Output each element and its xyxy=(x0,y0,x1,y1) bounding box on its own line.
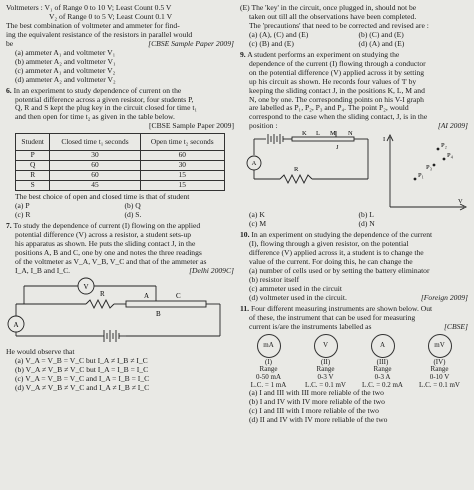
point-a-label: A xyxy=(144,291,150,300)
question-text: Q, R and S kept the plug key in the circuit closed for time t₁ xyxy=(15,103,198,113)
meter-least-count: L.C. = 1 mA xyxy=(250,380,287,389)
table-cell: S xyxy=(16,181,50,191)
question-text: I_A, I_B and I_C. xyxy=(15,265,71,275)
source-citation: [CBSE] xyxy=(443,321,468,331)
question-text: taken out till all the observations have been completed. xyxy=(249,11,417,21)
meter-ii xyxy=(300,334,352,390)
question-number: 9. xyxy=(240,49,246,59)
option-d: (d) ammeter A₂ and voltmeter V₂ xyxy=(15,74,116,84)
question-7 xyxy=(6,222,234,392)
question-text: Four different measuring instruments are shown below. Out xyxy=(250,303,433,313)
table-cell: 45 xyxy=(50,181,140,191)
table-row xyxy=(16,151,225,161)
left-column xyxy=(6,4,234,393)
meter-number: (II) xyxy=(320,357,331,366)
q9-circuit-and-graph xyxy=(240,131,468,211)
table-cell: 15 xyxy=(140,181,224,191)
point-p4 xyxy=(443,158,446,161)
table-header: Closed time t₁ seconds xyxy=(50,134,140,151)
option-d: (d) N xyxy=(358,219,375,229)
option-a: (a) P xyxy=(15,201,30,211)
source-citation: [Delhi 2009C] xyxy=(189,265,234,275)
table-cell: P xyxy=(16,151,50,161)
option-a: (a) (A), (C) and (E) xyxy=(249,29,309,39)
source-citation: [CBSE Sample Paper 2009] xyxy=(148,38,234,48)
question-number: 6. xyxy=(6,85,12,95)
option-d: (d) S. xyxy=(124,210,142,220)
table-row xyxy=(16,181,225,191)
resistor-label: R xyxy=(100,289,105,298)
p4-label: P₄ xyxy=(447,152,453,160)
question-number: 7. xyxy=(6,221,12,231)
option-a: (a) K xyxy=(249,210,265,220)
p3-label: P₃ xyxy=(426,164,432,172)
table-cell: 15 xyxy=(140,171,224,181)
option-a: (a) V_A = V_B = V_C but I_A ≠ I_B ≠ I_C xyxy=(15,355,148,365)
option-b: (b) ammeter A₂ and voltmeter V₁ xyxy=(15,56,116,66)
meter-least-count: L.C. = 0.1 mV xyxy=(305,380,346,389)
millivoltmeter-icon: mV xyxy=(428,334,452,358)
question-text: In an experiment to study dependence of current on the xyxy=(13,85,182,95)
option-b: (b) L xyxy=(358,210,374,220)
question-text: position : xyxy=(249,121,278,131)
meter-number: (I) xyxy=(265,357,272,366)
meter-range-label: Range xyxy=(373,365,392,374)
option-d: (d) (A) and (E) xyxy=(358,38,405,48)
question-text: The best choice of open and closed time is that of student xyxy=(15,192,190,202)
question-text: of these, the instrument that can be used for measuring xyxy=(249,312,416,322)
ammeter-icon: A xyxy=(371,334,395,358)
question-text: keeping the sliding contact J, in the positions K, L, M and xyxy=(249,85,425,95)
meter-range: 0-10 V xyxy=(429,373,450,382)
axis-i-label: I xyxy=(383,136,386,144)
milliammeter-icon: mA xyxy=(257,334,281,358)
table-header: Open time t₂ seconds xyxy=(140,134,224,151)
meter-range: 0-3 V xyxy=(317,373,334,382)
meter-least-count: L.C. = 0.2 mA xyxy=(362,380,403,389)
question-text: potential difference across a given resistor, four students P, xyxy=(15,94,194,104)
meter-least-count: L.C. = 0.1 mV xyxy=(419,380,460,389)
question-text: The best combination of voltmeter and ammeter for find- xyxy=(6,20,180,30)
table-cell: 60 xyxy=(50,161,140,171)
option-c: (c) R xyxy=(15,210,31,220)
question-text: are labelled as P₁, P₂, P₃ and P₄. The point P₂, would xyxy=(249,103,409,113)
tap-l-label: L xyxy=(316,131,320,138)
p2-label: P₂ xyxy=(441,142,447,150)
question-text: correspond to the case when the sliding contact, J, is in the xyxy=(249,112,428,122)
resistor-label: R xyxy=(294,166,299,174)
resistor-symbol xyxy=(280,175,312,183)
meter-range-label: Range xyxy=(316,365,335,374)
option-a: (a) ammeter A₁ and voltmeter V₁ xyxy=(15,47,116,57)
option-d: (d) voltmeter used in the circuit. xyxy=(249,292,347,302)
question-text: To study the dependence of current (I) flowing on the applied xyxy=(13,221,201,231)
axis-v-label: V xyxy=(458,198,463,206)
question-text: He would observe that xyxy=(6,346,75,356)
tap-n-label: N xyxy=(348,131,353,138)
option-b: (b) resistor itself xyxy=(249,275,300,285)
question-text: his apparatus as shown. He puts the sliding contact J, in the xyxy=(15,239,196,249)
rheostat-wire xyxy=(126,301,206,307)
option-c: (c) I and III with I more reliable of the two xyxy=(249,406,379,416)
option-d: (d) V_A ≠ V_B ≠ V_C and I_A ≠ I_B ≠ I_C xyxy=(15,382,150,392)
point-p3 xyxy=(433,164,436,167)
q7-circuit-diagram xyxy=(6,276,234,348)
ammeter-label: A xyxy=(13,320,19,329)
table-cell: 30 xyxy=(140,161,224,171)
question-10 xyxy=(240,231,468,303)
meter-range-label: Range xyxy=(430,365,449,374)
voltmeter-icon: V xyxy=(314,334,338,358)
option-b: (b) I and IV with IV more reliable of the two xyxy=(249,397,385,407)
question-text: ing the equivalent resistance of the resistors in parallel would xyxy=(6,29,193,39)
rheostat-wire xyxy=(292,137,354,141)
meter-i xyxy=(243,334,295,390)
p1-label: P₁ xyxy=(418,172,424,180)
option-d: (d) II and IV with IV more reliable of the two xyxy=(249,415,388,425)
meter-range: 0-3 A xyxy=(374,373,391,382)
option-b: (b) Q xyxy=(124,201,141,211)
question-text: on the potential difference (V) applied across it by setting xyxy=(249,67,425,77)
point-p2 xyxy=(437,148,440,151)
option-b: (b) V_A ≠ V_B ≠ V_C but I_A = I_B = I_C xyxy=(15,364,149,374)
source-citation: [CBSE Sample Paper 2009] xyxy=(149,121,234,131)
table-cell: R xyxy=(16,171,50,181)
question-text: A student performs an experiment on studying the xyxy=(247,49,400,59)
table-row xyxy=(16,161,225,171)
option-c: (c) V_A = V_B = V_C and I_A = I_B = I_C xyxy=(15,373,150,383)
option-c: (c) ammeter A₁ and voltmeter V₂ xyxy=(15,65,116,75)
meter-iii xyxy=(357,334,409,390)
question-9 xyxy=(240,51,468,229)
question-text: (I), flowing through a given resistor, on the potential xyxy=(249,239,409,249)
option-c: (c) ammeter used in the circuit xyxy=(249,283,342,293)
voltmeter-v1-line: Voltmeters : V₁ of Range 0 to 10 V; Least Count 0.5 V xyxy=(6,3,172,12)
option-c: (c) M xyxy=(249,219,267,229)
right-column xyxy=(240,4,468,425)
meter-row xyxy=(240,334,468,390)
question-11 xyxy=(240,305,468,425)
question-text: positions A, B and C, one by one and notes the three readings xyxy=(15,248,202,258)
table-header: Student xyxy=(16,134,50,151)
meter-number: (III) xyxy=(376,357,389,366)
question-text: (E) The 'key' in the circuit, once plugged in, should not be xyxy=(240,3,417,12)
point-c-label: C xyxy=(176,291,181,300)
jockey-j-label: J xyxy=(336,144,339,152)
question-text: of the voltmeter as V_A, V_B, V_C and that of the ammeter as xyxy=(15,257,207,267)
tap-m-label: M xyxy=(330,131,336,138)
question-number: 11. xyxy=(240,303,250,313)
option-a: (a) I and III with III more reliable of the two xyxy=(249,388,384,398)
source-citation: [Foreign 2009] xyxy=(420,292,468,302)
meter-iv xyxy=(414,334,466,390)
question-text: In an experiment on studying the dependence of the current xyxy=(251,230,433,240)
table-cell: 60 xyxy=(140,151,224,161)
voltmeter-v2-line: V₂ of Range 0 to 5 V; Least Count 0.1 V xyxy=(49,11,173,21)
option-a: (a) number of cells used or by setting the battery eliminator xyxy=(249,266,430,276)
meter-number: (IV) xyxy=(433,357,446,366)
question-text: up his circuit as shown. He records four values of 'I' by xyxy=(249,76,417,86)
question-text: and then open for time t₂ as given in the table below. xyxy=(15,112,175,122)
resistor-symbol xyxy=(86,300,114,308)
option-c: (c) (B) and (E) xyxy=(249,38,294,48)
times-table xyxy=(15,133,225,191)
question-text: N, one by one. The corresponding points on his V-I graph xyxy=(249,94,424,104)
point-p1 xyxy=(414,178,417,181)
question-text: potential difference (V) across a resistor, a student sets-up xyxy=(15,230,192,240)
source-citation: [AI 2009] xyxy=(437,121,468,131)
question-number: 10. xyxy=(240,230,250,240)
option-b: (b) (C) and (E) xyxy=(358,29,404,39)
meter-range-label: Range xyxy=(259,365,278,374)
question-6 xyxy=(6,87,234,221)
table-cell: 60 xyxy=(50,171,140,181)
table-row xyxy=(16,171,225,181)
question-text: difference (V) applied across it, a student is to change the xyxy=(249,248,424,258)
question-text: current is/are the instruments labelled as xyxy=(249,321,372,331)
table-cell: Q xyxy=(16,161,50,171)
voltmeter-label: V xyxy=(83,282,89,291)
table-cell: 30 xyxy=(50,151,140,161)
tap-k-label: K xyxy=(302,131,307,138)
meter-range: 0-50 mA xyxy=(255,373,282,382)
question-text: be xyxy=(6,38,14,48)
ammeter-label: A xyxy=(251,160,257,168)
question-text: value of the current. For doing this, he can change the xyxy=(249,257,413,267)
point-b-label: B xyxy=(156,309,161,318)
question-text: dependence of the current (I) flowing through a conductor xyxy=(249,58,426,68)
question-text: The 'precautions' that need to be corrected and revised are : xyxy=(249,20,429,30)
